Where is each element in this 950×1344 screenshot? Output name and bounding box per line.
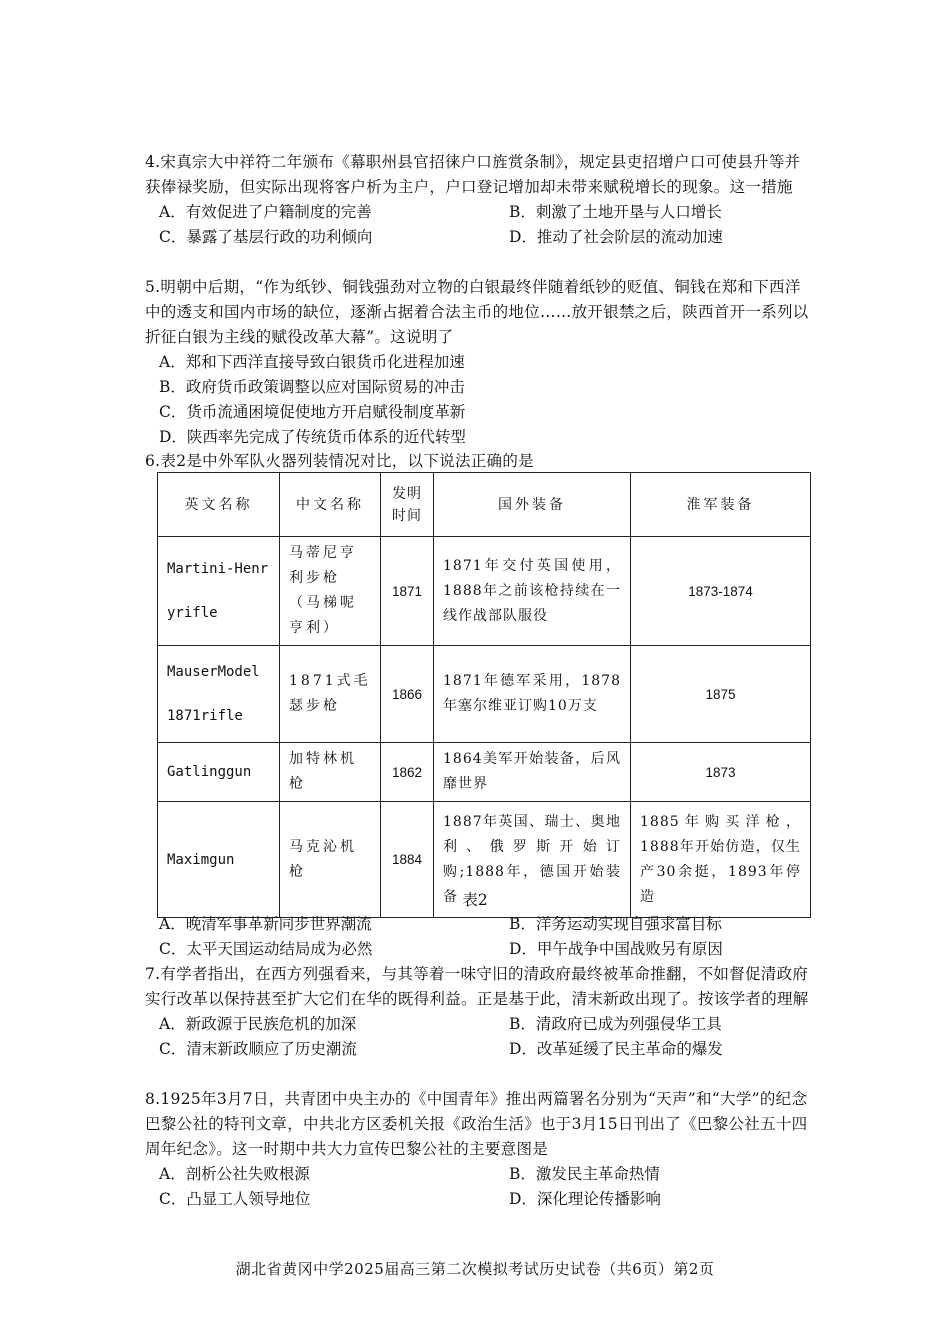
cell-english-name: Maximgun: [158, 802, 280, 918]
cell-huai-army-equipment: 1875: [631, 646, 811, 743]
cell-chinese-name: 1871式毛瑟步枪: [280, 646, 381, 743]
question-4: [145, 150, 810, 250]
cell-english-name: Gatlinggun: [158, 743, 280, 802]
table-row: [158, 646, 811, 743]
cell-chinese-name: 马蒂尼亨利步枪（马梯呢亨利）: [280, 537, 381, 646]
cell-huai-army-equipment: 1885年购买洋枪，1888年开始仿造，仅生产30余挺，1893年停造: [631, 802, 811, 918]
option-d: D．推动了社会阶层的流动加速: [509, 228, 723, 246]
header-foreign-equipment: 国外装备: [434, 473, 631, 537]
option-c: C．货币流通困境促使地方开启赋役制度革新: [159, 403, 466, 421]
cell-chinese-name: 加特林机枪: [280, 743, 381, 802]
option-a: A．剖析公社失败根源: [159, 1165, 310, 1183]
question-6-options: [159, 912, 810, 962]
table-row: [158, 537, 811, 646]
option-a: A．新政源于民族危机的加深: [159, 1015, 357, 1033]
option-d: D．甲午战争中国战败另有原因: [509, 940, 723, 958]
option-c: C．清末新政顺应了历史潮流: [159, 1040, 357, 1058]
question-4-stem: 4.宋真宗大中祥符二年颁布《幕职州县官招徕户口旌赏条制》，规定县吏招增户口可使县升等并获俸禄奖励，但实际出现将客户析为主户，户口登记增加却未带来赋税增长的现象。这一措施: [145, 153, 801, 196]
page-footer: 湖北省黄冈中学2025届高三第二次模拟考试历史试卷（共6页）第2页: [235, 1260, 715, 1278]
header-chinese-name: 中文名称: [280, 473, 381, 537]
cell-foreign-equipment: 1887年英国、瑞士、奥地利、俄罗斯开始订购;1888年，德国开始装备: [434, 802, 631, 918]
option-d: D．深化理论传播影响: [509, 1190, 661, 1208]
question-7: [145, 962, 810, 1062]
question-5: [145, 275, 810, 450]
cell-foreign-equipment: 1871年交付英国使用，1888年之前该枪持续在一线作战部队服役: [434, 537, 631, 646]
question-5-stem: 5.明朝中后期，“作为纸钞、铜钱强劲对立物的白银最终伴随着纸钞的贬值、铜钱在郑和下西洋中的透支和国内市场的缺位，逐渐占据着合法主币的地位……放开银禁之后，陕西首开一系列以折征白银为主线的赋役改革大幕”。这说明了: [145, 278, 809, 346]
cell-english-name: MauserModel 1871rifle: [158, 646, 280, 743]
question-8: [145, 1087, 810, 1212]
option-b: B．洋务运动实现自强求富目标: [509, 915, 722, 933]
option-c: C．太平天国运动结局成为必然: [159, 940, 373, 958]
option-a: A．晚清军事革新同步世界潮流: [159, 915, 372, 933]
cell-chinese-name: 马克沁机枪: [280, 802, 381, 918]
cell-invention-year: 1871: [381, 537, 434, 646]
question-6-stem: 6.表2是中外军队火器列装情况对比，以下说法正确的是: [145, 452, 534, 470]
cell-invention-year: 1866: [381, 646, 434, 743]
question-6-options-block: [145, 912, 810, 962]
header-huai-army-equipment: 淮军装备: [631, 473, 811, 537]
weapons-comparison-table: [157, 472, 811, 918]
question-4-options: [159, 200, 810, 250]
cell-invention-year: 1884: [381, 802, 434, 918]
option-b: B．刺激了土地开垦与人口增长: [509, 203, 722, 221]
question-8-stem: 8.1925年3月7日，共青团中央主办的《中国青年》推出两篇署名分别为“天声”和“大学”的纪念巴黎公社的特刊文章，中共北方区委机关报《政治生活》也于3月15日刊出了《巴黎公社五十四周年纪念》。这一时期中共大力宣传巴黎公社的主要意图是: [145, 1090, 808, 1158]
option-a: A．郑和下西洋直接导致白银货币化进程加速: [159, 353, 465, 371]
question-5-options: [159, 350, 810, 450]
header-english-name: 英文名称: [158, 473, 280, 537]
option-c: C．暴露了基层行政的功利倾向: [159, 228, 373, 246]
cell-english-name: Martini-Henryrifle: [158, 537, 280, 646]
option-c: C．凸显工人领导地位: [159, 1190, 311, 1208]
question-8-options: [159, 1162, 810, 1212]
question-7-options: [159, 1012, 810, 1062]
cell-huai-army-equipment: 1873-1874: [631, 537, 811, 646]
table-row: [158, 743, 811, 802]
table-header-row: [158, 473, 811, 537]
option-b: B．政府货币政策调整以应对国际贸易的冲击: [159, 378, 465, 396]
option-d: D．改革延缓了民主革命的爆发: [509, 1040, 723, 1058]
cell-huai-army-equipment: 1873: [631, 743, 811, 802]
table-caption: 表2: [462, 891, 488, 909]
cell-invention-year: 1862: [381, 743, 434, 802]
option-d: D．陕西率先完成了传统货币体系的近代转型: [159, 428, 466, 446]
question-7-stem: 7.有学者指出，在西方列强看来，与其等着一味守旧的清政府最终被革命推翻，不如督促清政府实行改革以保持甚至扩大它们在华的既得利益。正是基于此，清末新政出现了。按该学者的理解: [145, 965, 809, 1008]
cell-foreign-equipment: 1871年德军采用，1878年塞尔维亚订购10万支: [434, 646, 631, 743]
option-b: B．激发民主革命热情: [509, 1165, 660, 1183]
cell-foreign-equipment: 1864美军开始装备，后风靡世界: [434, 743, 631, 802]
option-a: A．有效促进了户籍制度的完善: [159, 203, 372, 221]
question-6: [145, 449, 810, 474]
header-invention-year: 发明时间: [381, 473, 434, 537]
option-b: B．清政府已成为列强侵华工具: [509, 1015, 722, 1033]
